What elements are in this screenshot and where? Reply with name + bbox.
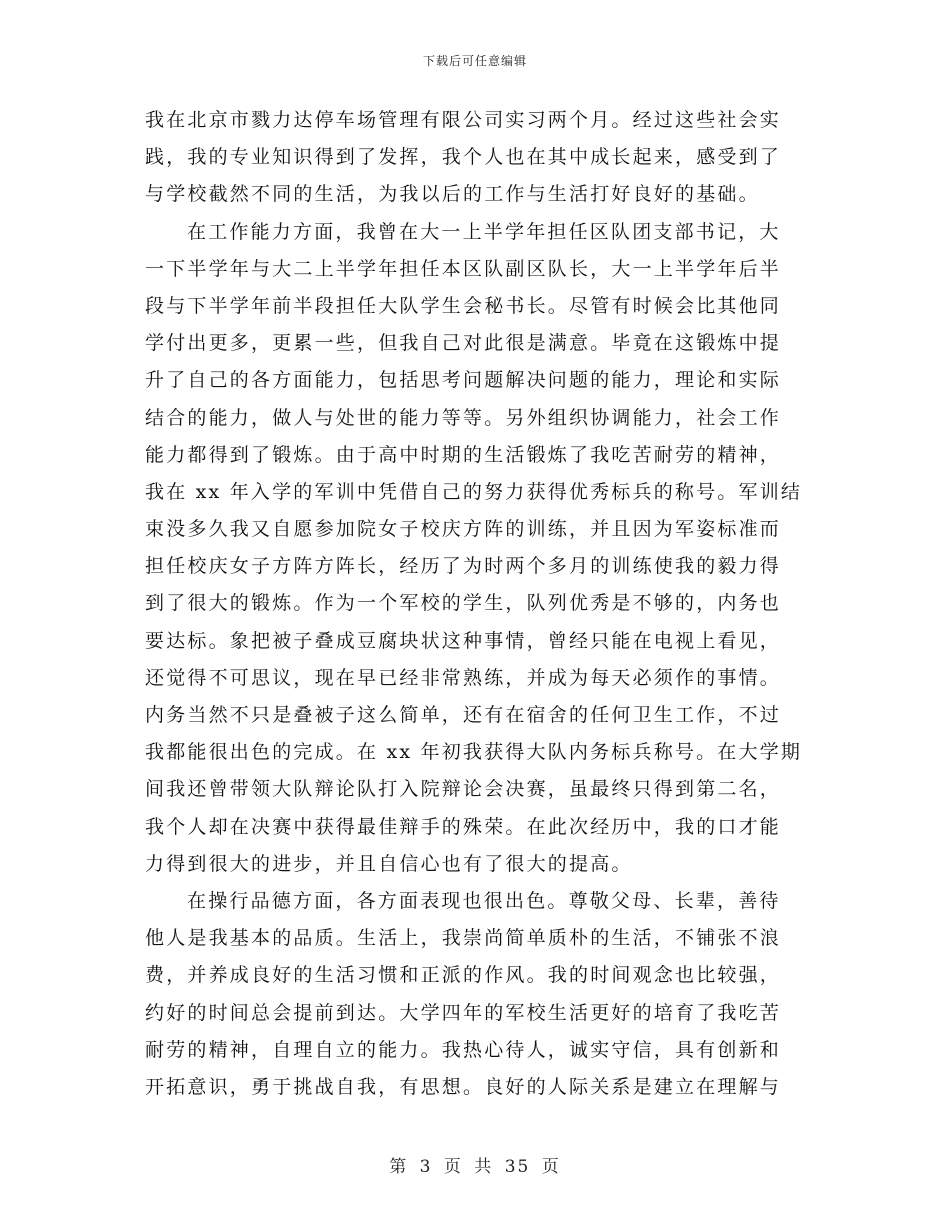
paragraph-2: [145, 214, 810, 883]
text-line: 学付出更多，更累一些，但我自己对此很是满意。毕竟在这锻炼中提: [145, 332, 782, 355]
text-line: 与学校截然不同的生活，为我以后的工作与生活打好良好的基础。: [145, 183, 760, 206]
text-line: 我都能很出色的完成。在 xx 年初我获得大队内务标兵称号。在大学期: [145, 741, 803, 764]
text-line: 在操行品德方面，各方面表现也很出色。尊敬父母、长辈，善待: [187, 889, 781, 912]
text-line: 一下半学年与大二上半学年担任本区队副区队长，大一上半学年后半: [145, 257, 782, 280]
text-line: 开拓意识，勇于挑战自我，有思想。良好的人际关系是建立在理解与: [145, 1075, 782, 1098]
text-line: 担任校庆女子方阵方阵长，经历了为时两个多月的训练使我的毅力得: [145, 555, 782, 578]
text-line: 我在 xx 年入学的军训中凭借自己的努力获得优秀标兵的称号。军训结: [145, 480, 803, 503]
text-line: 结合的能力，做人与处世的能力等等。另外组织协调能力，社会工作: [145, 406, 782, 429]
paragraph-1: [145, 102, 810, 214]
text-line: 费，并养成良好的生活习惯和正派的作风。我的时间观念也比较强，: [145, 964, 782, 987]
text-line: 约好的时间总会提前到达。大学四年的军校生活更好的培育了我吃苦: [145, 1001, 782, 1024]
page-header: 下载后可任意编辑: [422, 54, 527, 68]
text-line: 我在北京市戮力达停车场管理有限公司实习两个月。经过这些社会实: [145, 109, 782, 131]
text-line: 段与下半学年前半段担任大队学生会秘书长。尽管有时候会比其他同: [145, 294, 782, 317]
text-line: 我个人却在决赛中获得最佳辩手的殊荣。在此次经历中，我的口才能: [145, 815, 782, 838]
text-line: 束没多久我又自愿参加院女子校庆方阵的训练，并且因为军姿标准而: [145, 518, 782, 541]
text-line: 在工作能力方面，我曾在大一上半学年担任区队团支部书记，大: [187, 220, 781, 243]
text-line: 内务当然不只是叠被子这么简单，还有在宿舍的任何卫生工作，不过: [145, 704, 782, 726]
text-line: 能力都得到了锻炼。由于高中时期的生活锻炼了我吃苦耐劳的精神，: [145, 443, 782, 466]
text-line: 还觉得不可思议，现在早已经非常熟练，并成为每天必须作的事情。: [145, 666, 782, 689]
text-line: 到了很大的锻炼。作为一个军校的学生，队列优秀是不够的，内务也: [145, 592, 782, 615]
paragraph-3: [145, 883, 810, 1106]
document-body: [145, 102, 810, 1106]
text-line: 耐劳的精神，自理自立的能力。我热心待人，诚实守信，具有创新和: [145, 1038, 782, 1061]
text-line: 他人是我基本的品质。生活上，我崇尚简单质朴的生活，不铺张不浪: [145, 927, 782, 950]
text-line: 要达标。象把被子叠成豆腐块状这种事情，曾经只能在电视上看见，: [145, 629, 782, 652]
text-line: 力得到很大的进步，并且自信心也有了很大的提高。: [145, 852, 633, 875]
text-line: 升了自己的各方面能力，包括思考问题解决问题的能力，理论和实际: [145, 369, 782, 392]
text-line: 间我还曾带领大队辩论队打入院辩论会决赛，虽最终只得到第二名，: [145, 778, 782, 801]
page-footer: 第 3 页 共 35 页: [389, 1157, 561, 1177]
text-line: 践，我的专业知识得到了发挥，我个人也在其中成长起来，感受到了: [145, 146, 782, 169]
